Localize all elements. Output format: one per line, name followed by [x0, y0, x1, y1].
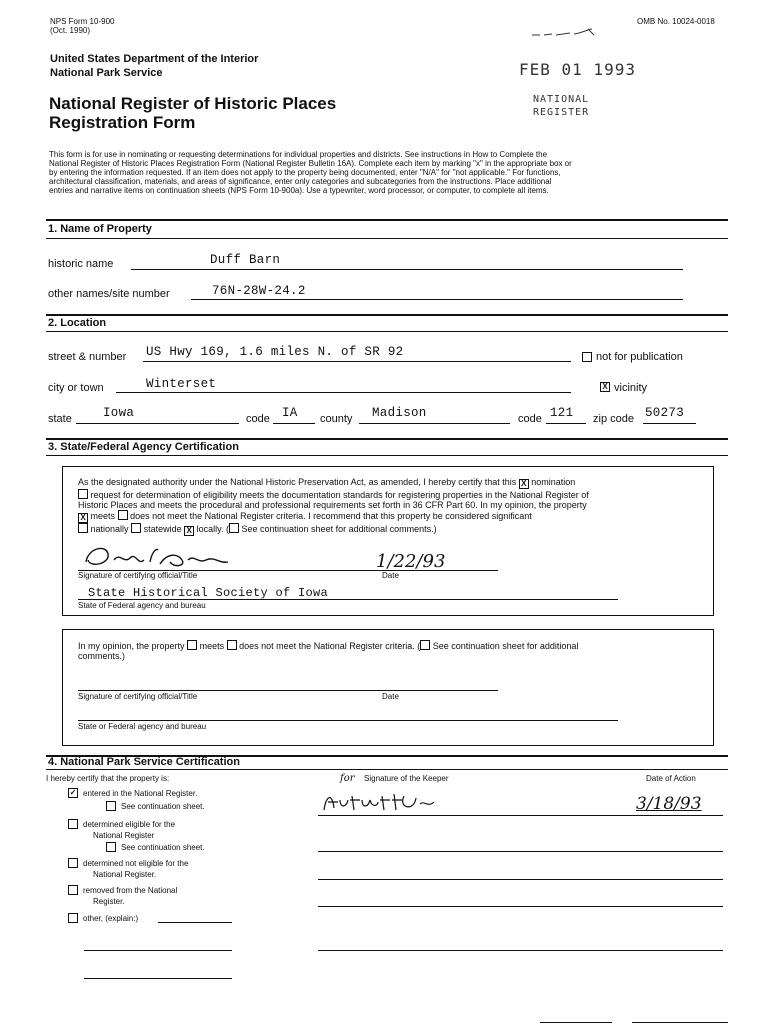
section-2-heading: 2. Location: [48, 317, 107, 329]
nationally-label: nationally: [90, 524, 129, 534]
instructions: [49, 150, 729, 195]
divider: [46, 455, 728, 456]
historic-name-label: historic name: [48, 258, 114, 270]
state-label: state: [48, 413, 72, 425]
action-date-label: Date of Action: [646, 774, 696, 783]
instructions-line: National Register of Historic Places Registration Form (National Register Bulletin 16A). Complete each item by marking "x" in the appropriate box or: [49, 159, 572, 168]
county-label: county: [320, 413, 353, 425]
county-code-line: [546, 423, 586, 424]
not-for-publication-checkbox[interactable]: [582, 352, 592, 362]
eligible-continuation-label: See continuation sheet.: [121, 843, 205, 852]
keeper-signature-label: Signature of the Keeper: [364, 774, 449, 783]
vicinity-checkbox[interactable]: X: [600, 382, 610, 392]
locally-checkbox[interactable]: X: [184, 526, 194, 536]
footer-line: [632, 1022, 728, 1023]
removed-label: removed from the National: [83, 886, 178, 895]
form-date: (Oct. 1990): [50, 26, 91, 35]
stamp-line-2: REGISTER: [533, 107, 590, 118]
state-line: [76, 423, 239, 424]
keeper-prefix: for: [340, 773, 355, 784]
other-names-field[interactable]: 76N-28W-24.2: [212, 284, 306, 298]
signature-label: Signature of certifying official/Title: [78, 571, 198, 580]
keeper-line-3: [318, 879, 723, 880]
divider: [46, 331, 728, 332]
vicinity-label: vicinity: [614, 382, 648, 394]
determined-eligible-label: determined eligible for the: [83, 820, 176, 829]
nationally-checkbox[interactable]: [78, 523, 88, 533]
section-3-heading: 3. State/Federal Agency Certification: [48, 441, 239, 453]
state-code-line: [273, 423, 315, 424]
removed-checkbox[interactable]: [68, 885, 78, 895]
received-stamp-scribble: [530, 27, 600, 39]
divider: [46, 438, 728, 440]
other-line-3: [84, 978, 232, 979]
not-eligible-checkbox[interactable]: [68, 858, 78, 868]
opinion-continuation-checkbox[interactable]: [420, 640, 430, 650]
page-title-line-1: National Register of Historic Places: [49, 94, 337, 113]
certification-line-2: request for determination of eligibility meets the documentation standards for registering properties in the National Register of: [90, 490, 589, 500]
not-eligible-label-2: National Register.: [93, 870, 157, 879]
agency-field[interactable]: State Historical Society of Iowa: [88, 586, 329, 600]
eligibility-request-checkbox[interactable]: [78, 489, 88, 499]
agency2-label: State or Federal agency and bureau: [78, 722, 207, 731]
divider: [46, 314, 728, 316]
section-4-heading: 4. National Park Service Certification: [48, 756, 240, 768]
keeper-signature: [318, 788, 448, 816]
keeper-line-4: [318, 906, 723, 907]
agency-line-2: National Park Service: [50, 67, 163, 79]
state-code-field[interactable]: IA: [282, 406, 298, 420]
agency-label: State of Federal agency and bureau: [78, 601, 206, 610]
page-title-line-2: Registration Form: [49, 113, 196, 132]
removed-label-2: Register.: [93, 897, 125, 906]
signed-date: 1/22/93: [376, 551, 446, 572]
street-field[interactable]: US Hwy 169, 1.6 miles N. of SR 92: [146, 345, 404, 359]
opinion-line-a: In my opinion, the property: [78, 641, 185, 651]
continuation-checkbox[interactable]: [229, 523, 239, 533]
other-line-2: [84, 950, 232, 951]
county-code-label: code: [518, 413, 542, 425]
city-line: [116, 392, 571, 393]
divider: [46, 219, 728, 221]
instructions-line: This form is for use in nominating or requesting determinations for individual properties and districts. See instructions in How to Complete the: [49, 150, 548, 159]
section-1-heading: 1. Name of Property: [48, 223, 152, 235]
opinion-line-b: does not meet the National Register criteria. (: [239, 641, 421, 651]
entered-continuation-label: See continuation sheet.: [121, 802, 205, 811]
certification-line-3: Historic Places and meets the procedural and professional requirements set forth in 36 CFR Part 60. In my opinion, the property: [78, 500, 587, 510]
state-code-label: code: [246, 413, 270, 425]
entered-label: entered in the National Register.: [83, 789, 198, 798]
stamp-line-1: NATIONAL: [533, 94, 590, 105]
does-not-meet-checkbox[interactable]: [118, 510, 128, 520]
county-field[interactable]: Madison: [372, 406, 427, 420]
other-names-label: other names/site number: [48, 288, 170, 300]
zip-label: zip code: [593, 413, 634, 425]
determined-eligible-label-2: National Register: [93, 831, 155, 840]
eligible-continuation-checkbox[interactable]: [106, 842, 116, 852]
zip-field[interactable]: 50273: [645, 406, 685, 420]
keeper-line-5: [318, 950, 723, 951]
not-eligible-label: determined not eligible for the: [83, 859, 189, 868]
other-label: other, (explain:): [83, 914, 139, 923]
date2-label: Date: [382, 692, 399, 701]
opinion-line-c: See continuation sheet for additional: [432, 641, 579, 651]
instructions-line: by entering the information requested. If an item does not apply to the property being documented, enter "N/A" for "not applicable." For functions,: [49, 168, 561, 177]
form-number: NPS Form 10-900: [50, 17, 115, 26]
does-not-meet-label: does not meet the National Register criteria. I recommend that this property be considered significant: [130, 511, 532, 521]
action-date-value: 3/18/93: [636, 794, 702, 814]
nomination-label: nomination: [531, 477, 576, 487]
entered-continuation-checkbox[interactable]: [106, 801, 116, 811]
statewide-label: statewide: [143, 524, 182, 534]
county-line: [359, 423, 510, 424]
other-checkbox[interactable]: [68, 913, 78, 923]
opinion-does-not-meet-checkbox[interactable]: [227, 640, 237, 650]
divider: [46, 238, 728, 239]
determined-eligible-checkbox[interactable]: [68, 819, 78, 829]
opinion-meets-label: meets: [199, 641, 225, 651]
historic-name-line: [131, 269, 683, 270]
city-label: city or town: [48, 382, 104, 394]
continuation-label: See continuation sheet for additional comments.): [241, 524, 437, 534]
not-for-publication-label: not for publication: [596, 351, 683, 363]
agency-line: [78, 599, 618, 600]
historic-name-field[interactable]: Duff Barn: [210, 253, 281, 267]
certification-line-1: As the designated authority under the National Historic Preservation Act, as amended, I hereby certify that this: [78, 477, 517, 487]
other-explain-line[interactable]: [158, 922, 232, 923]
date-label: Date: [382, 571, 399, 580]
agency-line-1: United States Department of the Interior: [50, 53, 259, 65]
certify-intro: I hereby certify that the property is:: [46, 774, 170, 783]
opinion-meets-checkbox[interactable]: [187, 640, 197, 650]
certification-text: [78, 477, 698, 536]
keeper-line-1: [318, 815, 723, 816]
signature2-line: [78, 690, 498, 691]
meets-label: meets: [90, 511, 116, 521]
received-date-stamp: FEB 01 1993: [519, 60, 636, 79]
opinion-line-2: comments.): [78, 651, 126, 661]
other-names-line: [191, 299, 683, 300]
instructions-line: entries and narrative items on continuation sheets (NPS Form 10-900a). Use a typewriter, word processor, or computer, to complete all items.: [49, 186, 549, 195]
zip-line: [643, 423, 696, 424]
agency2-line: [78, 720, 618, 721]
city-field[interactable]: Winterset: [146, 377, 217, 391]
omb-number: OMB No. 10024-0018: [637, 17, 715, 26]
street-line: [143, 361, 571, 362]
statewide-checkbox[interactable]: [131, 523, 141, 533]
signature2-label: Signature of certifying official/Title: [78, 692, 198, 701]
street-label: street & number: [48, 351, 127, 363]
certifying-signature: [78, 542, 258, 572]
instructions-line: architectural classification, materials, and areas of significance, enter only categories and subcategories from the instructions. Place additional: [49, 177, 552, 186]
entered-checkbox[interactable]: ✓: [69, 788, 77, 797]
state-field[interactable]: Iowa: [103, 406, 135, 420]
locally-label: locally. (: [196, 524, 229, 534]
county-code-field[interactable]: 121: [550, 406, 574, 420]
nomination-checkbox[interactable]: X: [519, 479, 529, 489]
meets-checkbox[interactable]: X: [78, 513, 88, 523]
footer-line: [540, 1022, 612, 1023]
divider: [46, 769, 728, 770]
opinion-text: [78, 640, 698, 661]
keeper-line-2: [318, 851, 723, 852]
